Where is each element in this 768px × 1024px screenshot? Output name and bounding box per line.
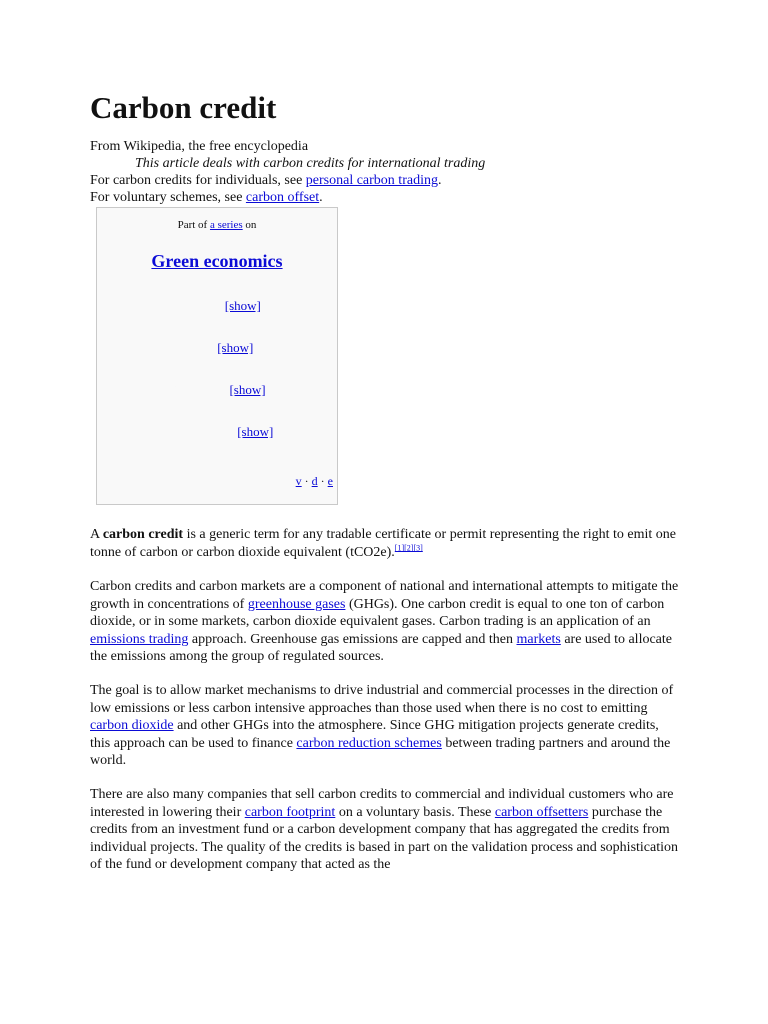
section-label: Concepts bbox=[173, 298, 222, 313]
nav-separator: · bbox=[317, 474, 328, 488]
personal-carbon-trading-link[interactable]: personal carbon trading bbox=[305, 173, 438, 188]
view-link[interactable]: v bbox=[295, 474, 302, 488]
reference-links[interactable]: [1][2][3] bbox=[394, 542, 423, 552]
carbon-dioxide-link[interactable]: carbon dioxide bbox=[90, 718, 174, 734]
text: The goal is to allow market mechanisms to drive industrial and commercial processes in the direction of low emissions or less carbon intensive approaches than those used when there is no cost to emitting bbox=[90, 683, 674, 716]
show-toggle-policy[interactable]: [show] bbox=[217, 340, 254, 355]
infobox-section-concepts bbox=[97, 298, 337, 314]
markets-link[interactable]: markets bbox=[516, 631, 561, 647]
hatnote-punct: . bbox=[437, 173, 442, 188]
discuss-link[interactable]: d bbox=[311, 474, 318, 488]
text: are used to allocate the emissions among the group of regulated sources. bbox=[90, 631, 672, 665]
infobox-title bbox=[97, 251, 337, 272]
text: There are also many companies that sell carbon credits to commercial and individual customers who are interested in lowering their bbox=[90, 787, 674, 820]
series-caption bbox=[97, 219, 337, 231]
text: approach. Greenhouse gas emissions are capped and then bbox=[188, 631, 517, 647]
paragraph-offsetters bbox=[90, 786, 680, 874]
nav-separator: · bbox=[301, 474, 312, 488]
series-infobox bbox=[96, 207, 338, 505]
paragraph-goal bbox=[90, 682, 680, 770]
section-label: Policy bbox=[180, 340, 214, 355]
text: on a voluntary basis. These bbox=[335, 804, 495, 820]
infobox-section-economics bbox=[97, 382, 337, 398]
text: is a generic term for any tradable certificate or permit representing the right to emit one tonne of carbon or carbon dioxide equivalent (tCO2e). bbox=[90, 527, 676, 560]
text: A bbox=[90, 527, 103, 542]
bold-term: carbon credit bbox=[102, 527, 184, 542]
series-caption-text: Part of bbox=[177, 219, 210, 231]
hatnote-individuals bbox=[90, 172, 441, 189]
show-toggle-economics[interactable]: [show] bbox=[229, 382, 266, 397]
hatnote-text: For carbon credits for individuals, see bbox=[90, 173, 306, 188]
page-title: Carbon credit bbox=[90, 90, 277, 125]
paragraph-definition bbox=[90, 526, 680, 561]
text: and other GHGs into the atmosphere. Since GHG mitigation projects generate credits, this approach can be used to finance bbox=[90, 718, 659, 751]
series-caption-text: on bbox=[242, 219, 257, 231]
hatnote-punct: . bbox=[319, 190, 323, 205]
hatnote-text: For voluntary schemes, see bbox=[90, 190, 246, 205]
tagline: From Wikipedia, the free encyclopedia bbox=[90, 139, 309, 154]
hatnote-main: This article deals with carbon credits for international trading bbox=[135, 156, 486, 171]
carbon-footprint-link[interactable]: carbon footprint bbox=[244, 804, 336, 820]
edit-link[interactable]: e bbox=[327, 474, 333, 488]
text: (GHGs). One carbon credit is equal to one ton of carbon dioxide, or in some markets, carbon dioxide equivalent gases. Carbon trading is an application of an bbox=[90, 596, 665, 630]
carbon-offsetters-link[interactable]: carbon offsetters bbox=[494, 804, 589, 820]
section-label: Economics bbox=[168, 382, 227, 397]
section-label: Green income bbox=[160, 424, 234, 439]
carbon-offset-link[interactable]: carbon offset bbox=[245, 190, 320, 205]
paragraph-markets bbox=[90, 578, 680, 666]
emissions-trading-link[interactable]: emissions trading bbox=[90, 631, 189, 647]
infobox-section-policy bbox=[97, 340, 337, 356]
greenhouse-gases-link[interactable]: greenhouse gases bbox=[247, 596, 346, 612]
carbon-reduction-schemes-link[interactable]: carbon reduction schemes bbox=[296, 735, 442, 751]
infobox-section-green-income bbox=[97, 424, 337, 440]
show-toggle-concepts[interactable]: [show] bbox=[224, 298, 261, 313]
text: between trading partners and around the world. bbox=[90, 735, 671, 769]
text: purchase the credits from an investment fund or a carbon development company that has aggregated the credits from individual projects. The quality of the credits is based in part on the validation process and sophistication of the fund or development company that acted as the bbox=[90, 804, 678, 873]
hatnote-voluntary bbox=[90, 189, 323, 206]
series-link[interactable]: a series bbox=[209, 219, 243, 231]
show-toggle-green-income[interactable]: [show] bbox=[237, 424, 274, 439]
text: Carbon credits and carbon markets are a component of national and international attempts to mitigate the growth in concentrations of bbox=[90, 579, 679, 612]
green-economics-link[interactable]: Green economics bbox=[151, 251, 283, 271]
vde-nav bbox=[296, 474, 333, 489]
